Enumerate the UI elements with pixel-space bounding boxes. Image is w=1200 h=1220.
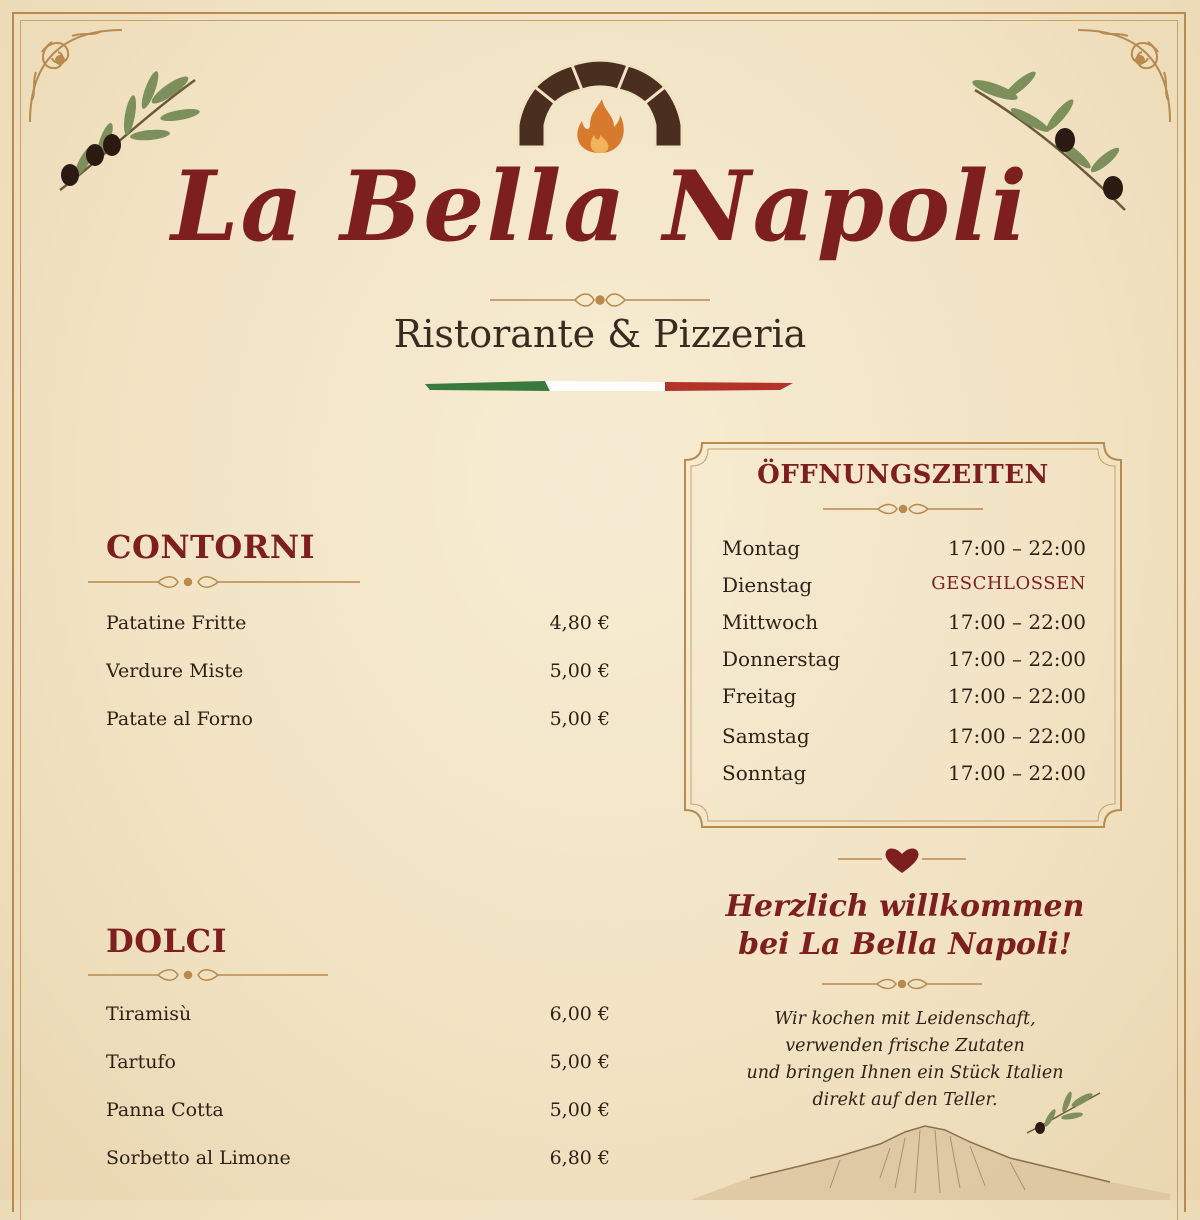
restaurant-name: La Bella Napoli <box>171 150 1029 263</box>
section-title-dolci: DOLCI <box>106 922 228 960</box>
hours-day: Sonntag <box>722 761 807 785</box>
welcome-text-line: verwenden frische Zutaten <box>785 1036 1025 1056</box>
menu-item-name: Sorbetto al Limone <box>106 1147 291 1169</box>
welcome-title-line: Herzlich willkommen <box>725 889 1085 924</box>
menu-item-price: 5,00 € <box>549 1099 610 1121</box>
welcome-divider <box>822 975 982 993</box>
menu-item-name: Tartufo <box>106 1051 176 1073</box>
hours-time: 17:00 – 22:00 <box>948 647 1086 671</box>
title-divider-ornament <box>490 290 710 310</box>
hours-time: 17:00 – 22:00 <box>948 761 1086 785</box>
hours-time: 17:00 – 22:00 <box>948 684 1086 708</box>
vesuvius-icon <box>690 1108 1170 1200</box>
pizza-oven-icon <box>510 55 690 160</box>
menu-item-name: Patatine Fritte <box>106 612 247 634</box>
hours-day: Montag <box>722 536 801 560</box>
welcome-text-line: und bringen Ihnen ein Stück Italien <box>746 1063 1064 1083</box>
hours-divider <box>823 500 983 518</box>
hours-day: Donnerstag <box>722 647 841 671</box>
hours-day: Dienstag <box>722 573 813 597</box>
hours-closed-label: GESCHLOSSEN <box>931 573 1086 594</box>
hours-time: 17:00 – 22:00 <box>948 536 1086 560</box>
menu-item-name: Verdure Miste <box>106 660 244 682</box>
welcome-title-line: bei La Bella Napoli! <box>738 927 1072 962</box>
hours-day: Freitag <box>722 684 797 708</box>
menu-item-price: 6,00 € <box>549 1003 610 1025</box>
restaurant-subtitle: Ristorante & Pizzeria <box>393 312 807 356</box>
italian-flag-brushstroke <box>425 378 795 394</box>
menu-item-price: 5,00 € <box>549 1051 610 1073</box>
section-title-contorni: CONTORNI <box>106 528 316 566</box>
menu-item-price: 5,00 € <box>549 660 610 682</box>
hours-day: Mittwoch <box>722 610 819 634</box>
hours-time: 17:00 – 22:00 <box>948 724 1086 748</box>
welcome-text-line: direkt auf den Teller. <box>812 1090 998 1110</box>
hours-day: Samstag <box>722 724 810 748</box>
menu-item-price: 4,80 € <box>549 612 610 634</box>
welcome-text-line: Wir kochen mit Leidenschaft, <box>774 1009 1036 1029</box>
flame-icon <box>577 99 623 153</box>
menu-item-name: Patate al Forno <box>106 708 253 730</box>
menu-item-price: 6,80 € <box>549 1147 610 1169</box>
heart-icon <box>886 848 919 873</box>
menu-item-name: Panna Cotta <box>106 1099 224 1121</box>
opening-hours-title: ÖFFNUNGSZEITEN <box>757 460 1049 490</box>
section-divider <box>88 572 360 592</box>
section-divider <box>88 965 328 985</box>
heart-divider <box>838 845 966 875</box>
hours-time: 17:00 – 22:00 <box>948 610 1086 634</box>
menu-item-name: Tiramisù <box>106 1003 192 1025</box>
menu-item-price: 5,00 € <box>549 708 610 730</box>
